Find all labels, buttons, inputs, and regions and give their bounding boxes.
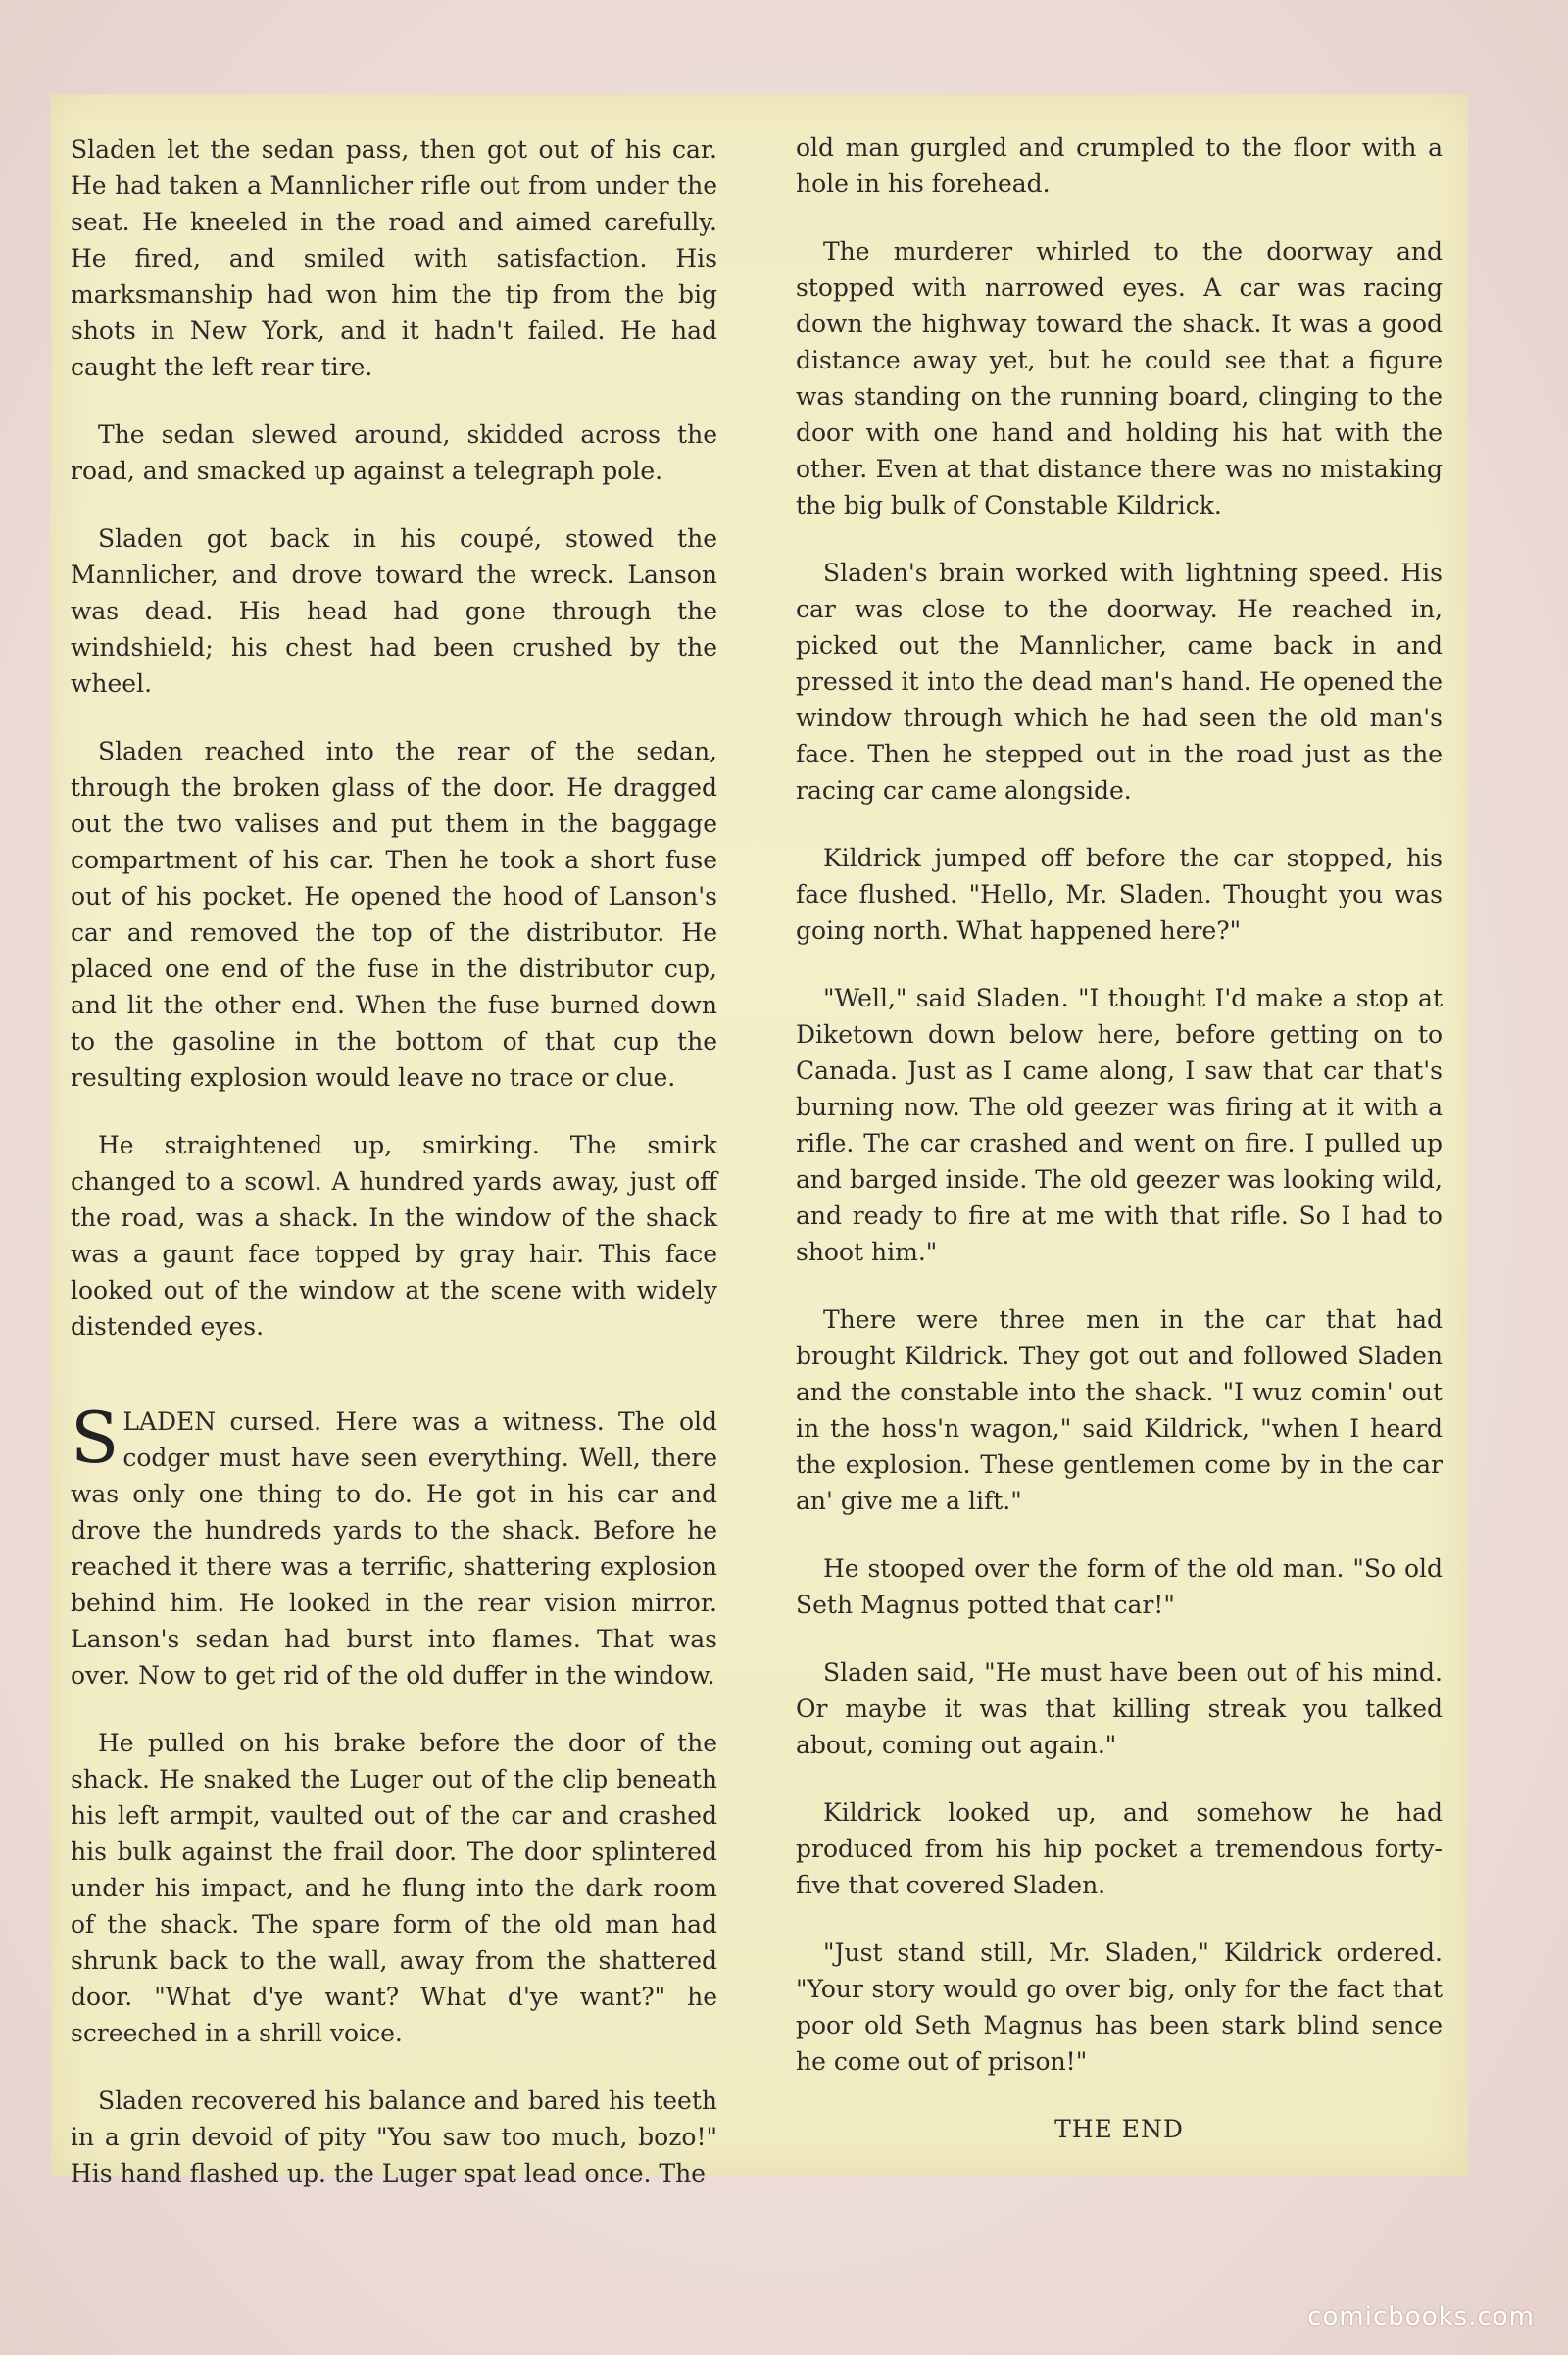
left-column	[71, 131, 717, 2223]
paragraph: The murderer whirled to the doorway and stopped with narrowed eyes. A car was racing down the highway toward the shack. It was a good distance away yet, but he could see that a figure was standing on the running board, clinging to the door with one hand and holding his hat with the other. Even at that distance there was no mistaking the big bulk of Constable Kildrick.	[796, 237, 1443, 519]
paragraph: Kildrick looked up, and somehow he had produced from his hip pocket a tremendous forty-five that covered Sladen.	[796, 1798, 1443, 1899]
paragraph: The sedan slewed around, skidded across the road, and smacked up against a telegraph pole.	[71, 420, 717, 485]
paragraph-with-dropcap	[71, 1397, 717, 1693]
paragraph: Sladen recovered his balance and bared his teeth in a grin devoid of pity "You saw too much, bozo!" His hand flashed up. the Luger spat lead once. The	[71, 2086, 717, 2187]
paragraph: He stooped over the form of the old man. "So old Seth Magnus potted that car!"	[796, 1554, 1443, 1619]
paragraph: Sladen reached into the rear of the sedan, through the broken glass of the door. He dragged out the two valises and put them in the baggage compartment of his car. Then he took a short fuse out of his pocket. He opened the hood of Lanson's car and removed the top of the distributor. He placed one end of the fuse in the distributor cup, and lit the other end. When the fuse burned down to the gasoline in the bottom of that cup the resulting explosion would leave no trace or clue.	[71, 737, 717, 1092]
paragraph: "Just stand still, Mr. Sladen," Kildrick ordered. "Your story would go over big, only for the fact that poor old Seth Magnus has been stark blind sence he come out of prison!"	[796, 1938, 1443, 2076]
story-panel	[51, 94, 1468, 2187]
paragraph: Sladen's brain worked with lightning speed. His car was close to the doorway. He reached in, picked out the Mannlicher, came back in and pressed it into the dead man's hand. He opened the window through which he had seen the old man's face. Then he stepped out in the road just as the racing car came alongside.	[796, 559, 1443, 805]
paragraph: He straightened up, smirking. The smirk changed to a scowl. A hundred yards away, just off the road, was a shack. In the window of the shack was a gaunt face topped by gray hair. This face looked out of the window at the scene with widely distended eyes.	[71, 1131, 717, 1341]
drop-cap: S	[71, 1397, 120, 1479]
paragraph: Sladen let the sedan pass, then got out of his car. He had taken a Mannlicher rifle out from under the seat. He kneeled in the road and aimed carefully. He fired, and smiled with satisfaction. His marksmanship had won him the tip from the big shots in New York, and it hadn't failed. He had caught the left rear tire.	[71, 135, 717, 381]
paragraph-text: LADEN cursed. Here was a witness. The old codger must have seen everything. Well, there was only one thing to do. He got in his car and drove the hundreds yards to the shack. Before he reached it there was a terrific, shattering explosion behind him. He looked in the rear vision mirror. Lanson's sedan had burst into flames. That was over. Now to get rid of the old duffer in the window.	[71, 1407, 717, 1690]
paragraph: Sladen said, "He must have been out of his mind. Or maybe it was that killing streak you talked about, coming out again."	[796, 1658, 1443, 1759]
right-column	[796, 129, 1443, 2179]
paragraph: old man gurgled and crumpled to the floor with a hole in his forehead.	[796, 133, 1443, 198]
paragraph: Sladen got back in his coupé, stowed the Mannlicher, and drove toward the wreck. Lanson was dead. His head had gone through the windshield; his chest had been crushed by the wheel.	[71, 524, 717, 698]
paragraph: There were three men in the car that had brought Kildrick. They got out and followed Sladen and the constable into the shack. "I wuz comin' out in the hoss'n wagon," said Kildrick, "when I heard the explosion. These gentlemen come by in the car an' give me a lift."	[796, 1305, 1443, 1515]
paragraph: He pulled on his brake before the door of the shack. He snaked the Luger out of the clip beneath his left armpit, vaulted out of the car and crashed his bulk against the frail door. The door splintered under his impact, and he flung into the dark room of the shack. The spare form of the old man had shrunk back to the wall, away from the shattered door. "What d'ye want? What d'ye want?" he screeched in a shrill voice.	[71, 1729, 717, 2047]
site-watermark: comicbooks.com	[1307, 2302, 1535, 2331]
paragraph: Kildrick jumped off before the car stopped, his face flushed. "Hello, Mr. Sladen. Thought you was going north. What happened here?"	[796, 844, 1443, 945]
the-end-label: THE END	[1054, 2115, 1184, 2143]
paragraph: "Well," said Sladen. "I thought I'd make a stop at Diketown down below here, before getting on to Canada. Just as I came along, I saw that car that's burning now. The old geezer was firing at it with a rifle. The car crashed and went on fire. I pulled up and barged inside. The old geezer was looking wild, and ready to fire at me with that rifle. So I had to shoot him."	[796, 984, 1443, 1266]
